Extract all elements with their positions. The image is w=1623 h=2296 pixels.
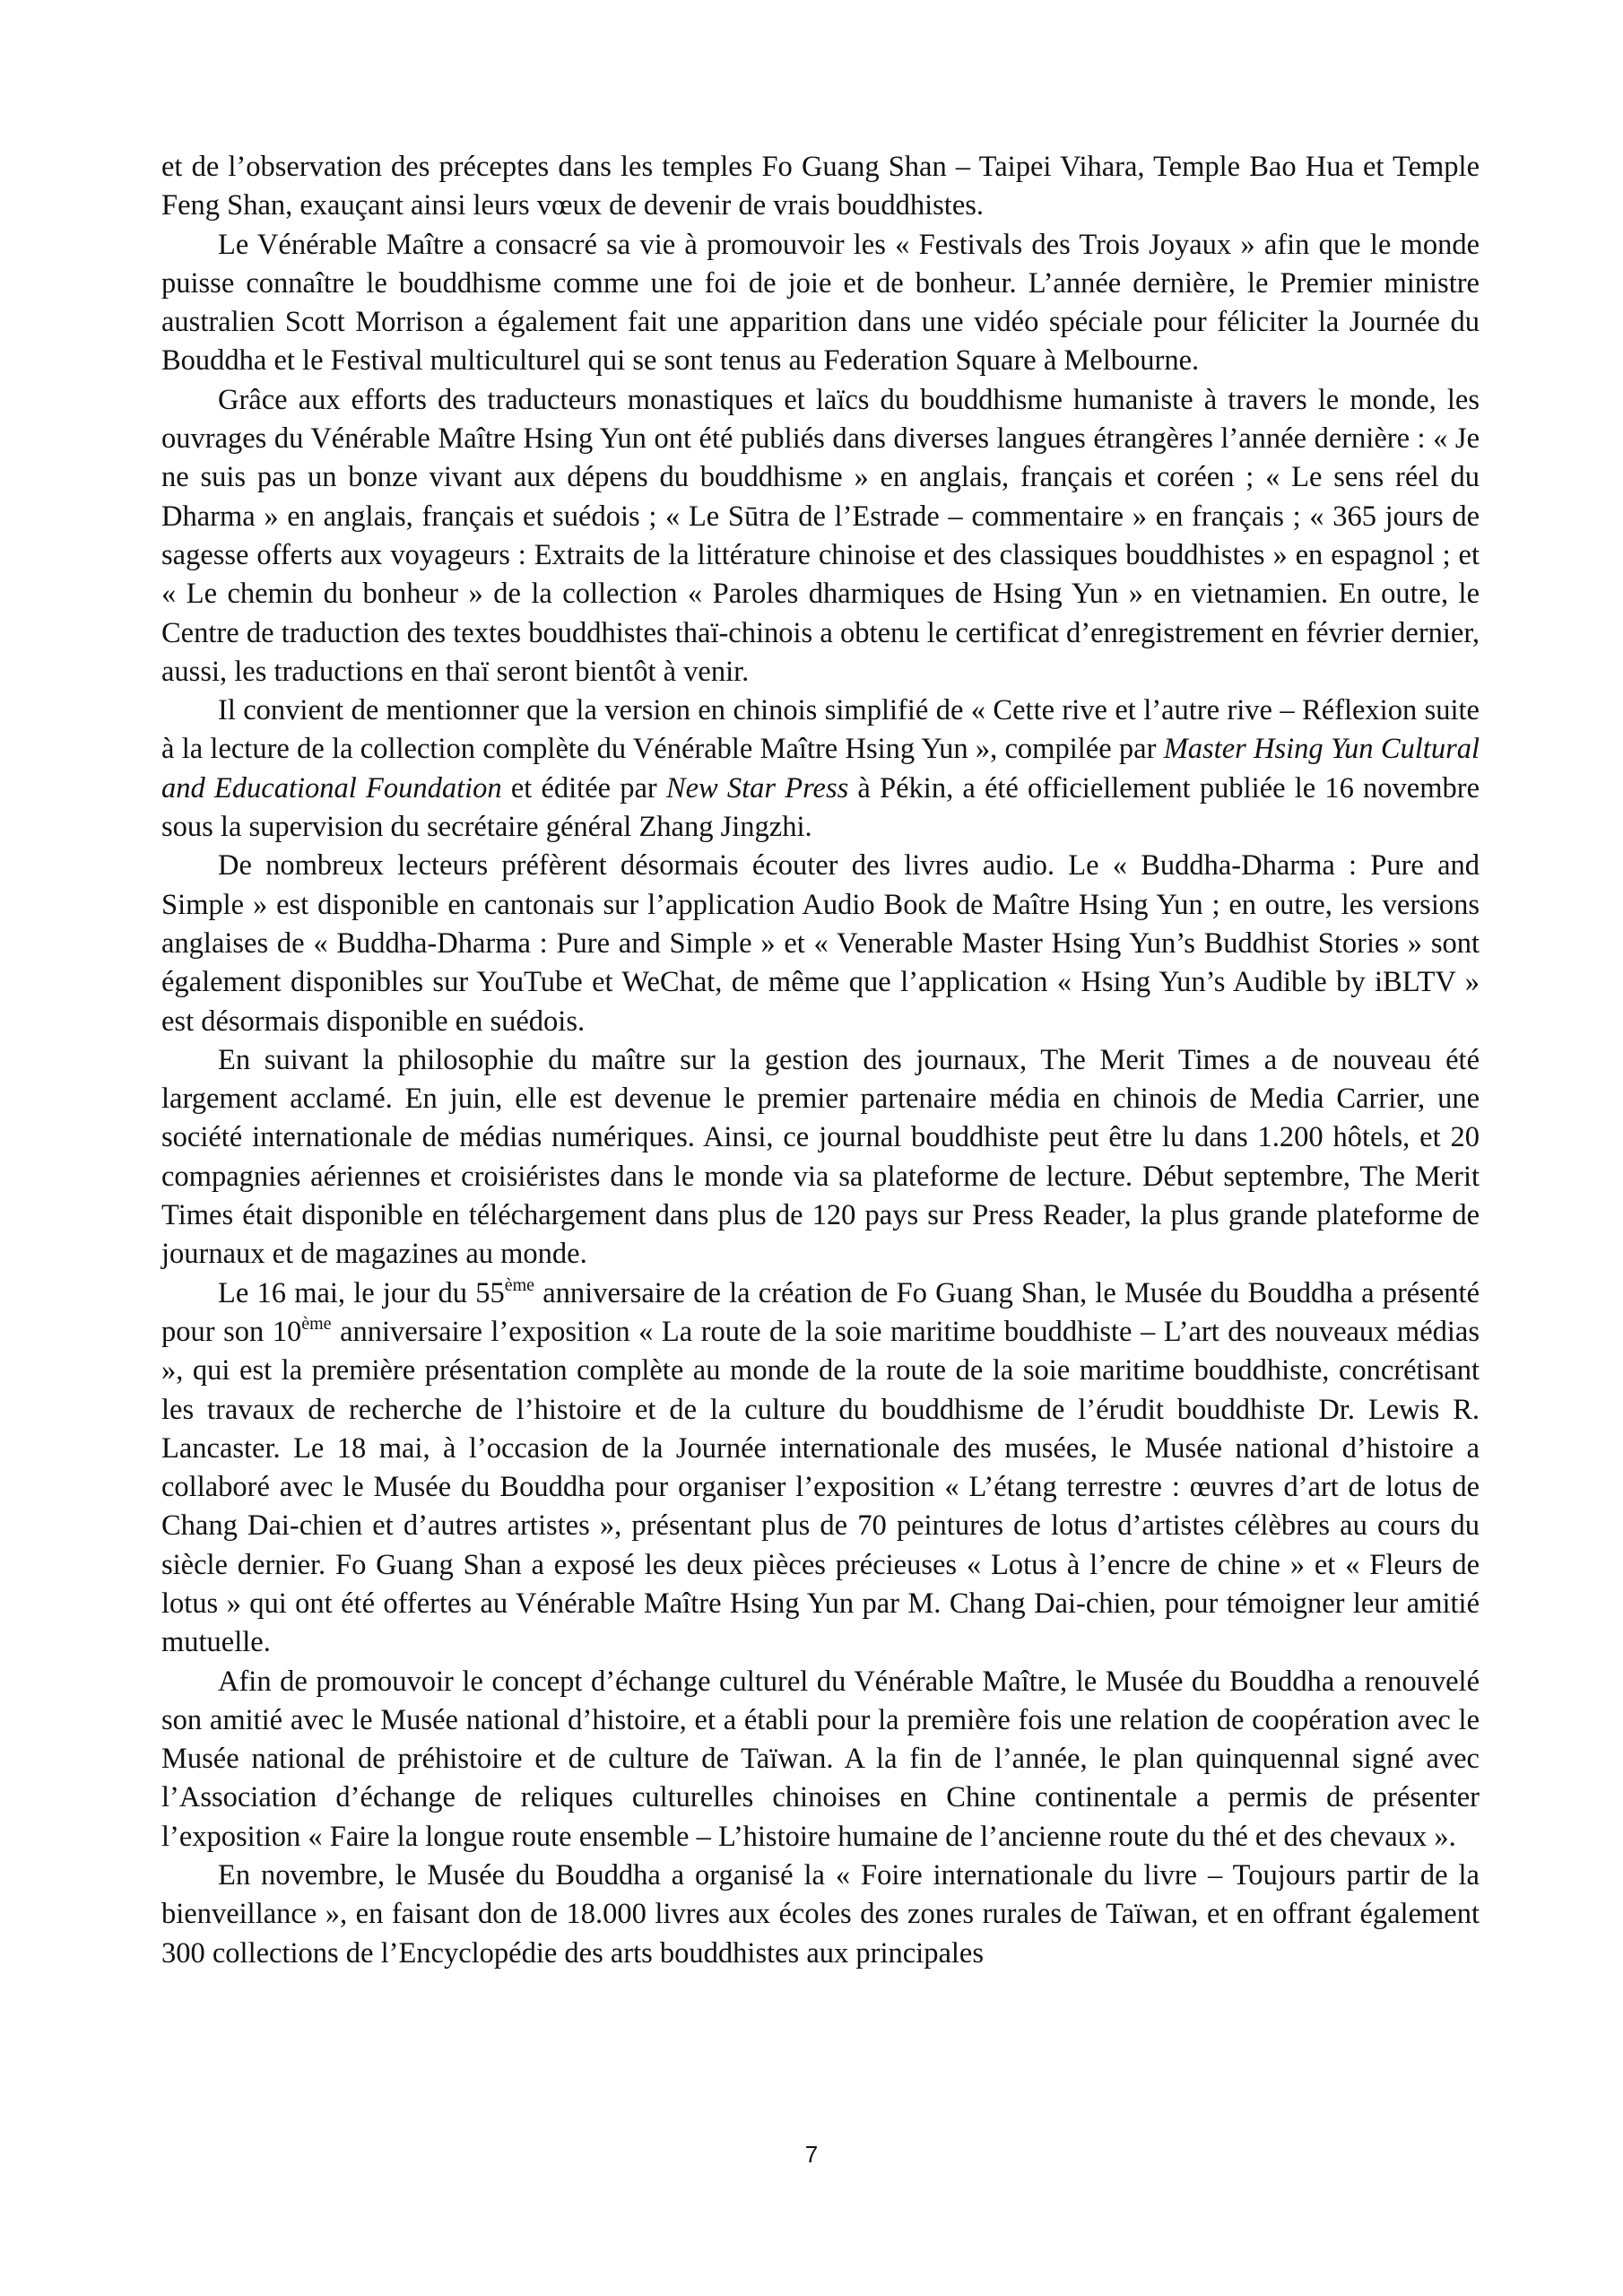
italic-title: Master Hsing Yun Cultural and Educational Foundation [161,733,1480,804]
italic-title: New Star Press [665,771,849,804]
paragraph-text: Il convient de mentionner que la version en chinois simplifié de « Cette rive et l’autre rive – Réflexion suite à la lecture de la collection complète du Vénérable Maître Hsing Yun », compilée par [161,694,1480,766]
paragraph-text: anniversaire l’exposition « La route de la soie maritime bouddhiste – L’art des nouveaux médias », qui est la première présentation complète au monde de la route de la soie maritime bouddhiste, concrétisant les travaux de recherche de l’histoire et de la culture du bouddhisme de l’érudit bouddhiste Dr. Lewis R. Lancaster. Le 18 mai, à l’occasion de la Journée internationale des musées, le Musée national d’histoire a collaboré avec le Musée du Bouddha pour organiser l’exposition « L’étang terrestre : œuvres d’art de lotus de Chang Dai-chien et d’autres artistes », présentant plus de 70 peintures de lotus d’artistes célèbres au cours du siècle dernier. Fo Guang Shan a exposé les deux pièces précieuses « Lotus à l’encre de chine » et « Fleurs de lotus » qui ont été offertes au Vénérable Maître Hsing Yun par M. Chang Dai-chien, pour témoigner leur amitié mutuelle. [161,1315,1480,1659]
paragraph [161,1041,1480,1274]
paragraph [161,148,1480,226]
document-body [161,148,1480,1973]
paragraph-text: et de l’observation des préceptes dans les temples Fo Guang Shan – Taipei Vihara, Temple Bao Hua et Temple Feng Shan, exauçant ainsi leurs vœux de devenir de vrais bouddhistes. [161,151,1480,222]
paragraph [161,1857,1480,1973]
paragraph [161,226,1480,381]
paragraph-text: En novembre, le Musée du Bouddha a organisé la « Foire internationale du livre – Toujours partir de la bienveillance », en faisant don de 18.000 livres aux écoles des zones rurales de Taïwan, et en offrant également 300 collections de l’Encyclopédie des arts bouddhistes aux principales [161,1859,1480,1970]
paragraph-text: Afin de promouvoir le concept d’échange culturel du Vénérable Maître, le Musée du Bouddha a renouvelé son amitié avec le Musée national d’histoire, et a établi pour la première fois une relation de coopération avec le Musée national de préhistoire et de culture de Taïwan. A la fin de l’année, le plan quinquennal signé avec l’Association d’échange de reliques culturelles chinoises en Chine continentale a permis de présenter l’exposition « Faire la longue route ensemble – L’histoire humaine de l’ancienne route du thé et des chevaux ». [161,1665,1480,1853]
paragraph-text: et éditée par [501,771,666,804]
paragraph [161,1663,1480,1857]
page-number: 7 [804,2141,819,2168]
ordinal-superscript: ème [504,1274,535,1295]
paragraph-text: Le Vénérable Maître a consacré sa vie à promouvoir les « Festivals des Trois Joyaux » afin que le monde puisse connaître le bouddhisme comme une foi de joie et de bonheur. L’année dernière, le Premier ministre australien Scott Morrison a également fait une apparition dans une vidéo spéciale pour féliciter la Journée du Bouddha et le Festival multiculturel qui se sont tenus au Federation Square à Melbourne. [161,228,1480,378]
paragraph-text: De nombreux lecteurs préfèrent désormais écouter des livres audio. Le « Buddha-Dharma : Pure and Simple » est disponible en cantonais sur l’application Audio Book de Maître Hsing Yun ; en outre, les versions anglaises de « Buddha-Dharma : Pure and Simple » et « Venerable Master Hsing Yun’s Buddhist Stories » sont également disponibles sur YouTube et WeChat, de même que l’application « Hsing Yun’s Audible by iBLTV » est désormais disponible en suédois. [161,849,1480,1038]
paragraph-text: Grâce aux efforts des traducteurs monastiques et laïcs du bouddhisme humaniste à travers le monde, les ouvrages du Vénérable Maître Hsing Yun ont été publiés dans diverses langues étrangères l’année dernière : « Je ne suis pas un bonze vivant aux dépens du bouddhisme » en anglais, français et coréen ; « Le sens réel du Dharma » en anglais, français et suédois ; « Le Sūtra de l’Estrade – commentaire » en français ; « 365 jours de sagesse offerts aux voyageurs : Extraits de la littérature chinoise et des classiques bouddhistes » en espagnol ; et « Le chemin du bonheur » de la collection « Paroles dharmiques de Hsing Yun » en vietnamien. En outre, le Centre de traduction des textes bouddhistes thaï-chinois a obtenu le certificat d’enregistrement en février dernier, aussi, les traductions en thaï seront bientôt à venir. [161,383,1480,688]
paragraph-text: Le 16 mai, le jour du 55 [218,1276,505,1309]
paragraph-text: anniversaire de la création de Fo Guang Shan, le Musée du Bouddha a présenté pour son 10 [161,1276,1480,1348]
ordinal-superscript: ème [301,1313,332,1334]
paragraph [161,691,1480,847]
paragraph-text: En suivant la philosophie du maître sur la gestion des journaux, The Merit Times a de nouveau été largement acclamé. En juin, elle est devenue le premier partenaire média en chinois de Media Carrier, une société internationale de médias numériques. Ainsi, ce journal bouddhiste peut être lu dans 1.200 hôtels, et 20 compagnies aériennes et croisiéristes dans le monde via sa plateforme de lecture. Début septembre, The Merit Times était disponible en téléchargement dans plus de 120 pays sur Press Reader, la plus grande plateforme de journaux et de magazines au monde. [161,1043,1480,1271]
paragraph [161,1274,1480,1663]
paragraph [161,847,1480,1040]
paragraph-text: à Pékin, a été officiellement publiée le 16 novembre sous la supervision du secrétaire général Zhang Jingzhi. [161,771,1480,844]
paragraph [161,381,1480,691]
